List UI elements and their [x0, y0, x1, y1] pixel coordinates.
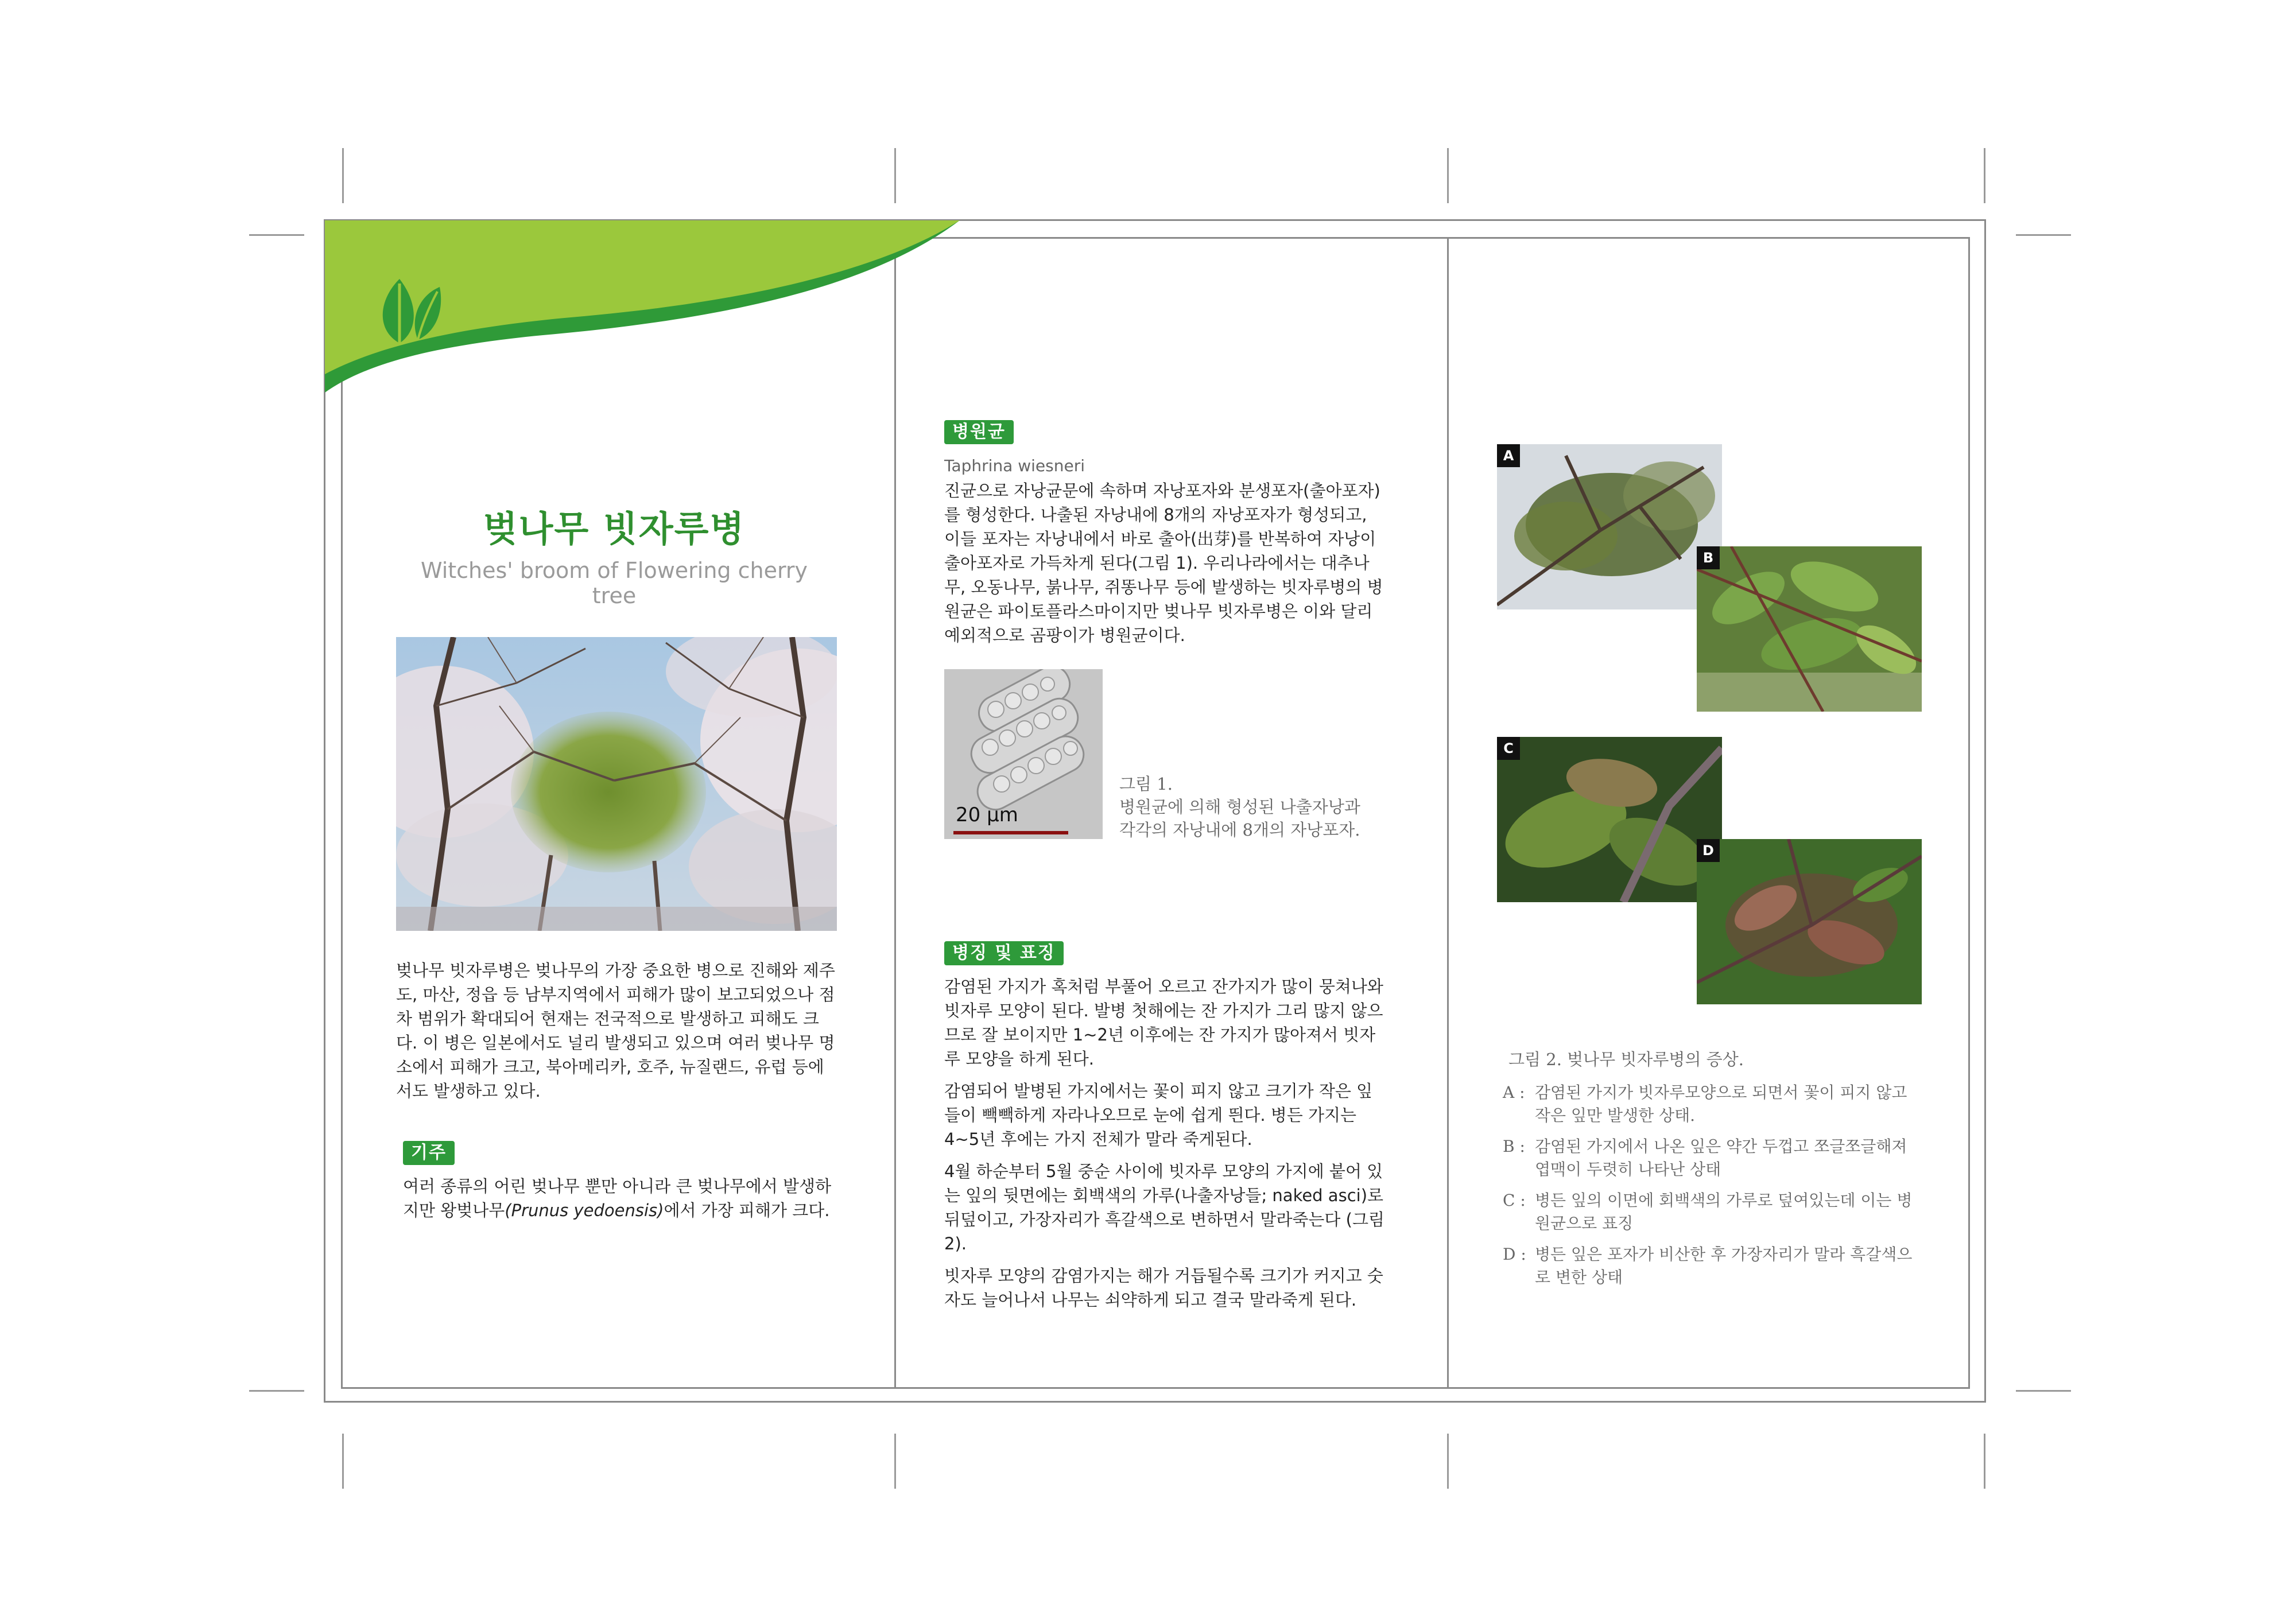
- marker-d: D: [1697, 839, 1720, 862]
- marker-a: A: [1497, 444, 1520, 467]
- marker-b: B: [1697, 546, 1720, 569]
- caption-item-letter: B :: [1503, 1137, 1525, 1156]
- figure1-caption: [1119, 772, 1418, 841]
- caption-item-letter: D :: [1503, 1245, 1526, 1264]
- intro-paragraph: 벚나무 빗자루병은 벚나무의 가장 중요한 병으로 진해와 제주도, 마산, 정읍 등 남부지역에서 피해가 많이 보고되었으나 점차 범위가 확대되어 현재는 전국적으로 발생하고 피해도 크다. 이 병은 일본에서도 널리 발생되고 있으며 여러 벚나무 명소에서 피해가 크고, 북아메리카, 호주, 뉴질랜드, 유럽 등에서도 발생하고 있다.: [396, 961, 835, 1101]
- symptom-photo-a: [1497, 444, 1722, 609]
- figure2-caption-item: [1503, 1189, 1927, 1235]
- crop-mark: [2016, 1390, 2071, 1392]
- figure1-caption-line: 각각의 자낭내에 8개의 자낭포자.: [1119, 820, 1360, 840]
- crop-mark: [1984, 148, 1985, 203]
- pathogen-scientific-name: Taphrina wiesneri: [944, 456, 1085, 475]
- fold-line: [894, 237, 896, 1389]
- caption-item-text: 감염된 가지가 빗자루모양으로 되면서 꽃이 피지 않고 작은 잎만 발생한 상태.: [1535, 1083, 1907, 1125]
- host-badge: 기주: [403, 1141, 455, 1165]
- figure2-caption-item: [1503, 1081, 1927, 1127]
- crop-mark: [342, 148, 344, 203]
- host-text-before: 여러 종류의 어린 벚나무 뿐만 아니라 큰 벚나무에서 발생하지만 왕벚나무: [403, 1177, 832, 1220]
- crop-mark: [894, 148, 896, 203]
- crop-mark: [2016, 234, 2071, 236]
- symptoms-paragraph: 4월 하순부터 5월 중순 사이에 빗자루 모양의 가지에 붙어 있는 잎의 뒷면에는 회백색의 가루(나출자낭들; naked asci)로 뒤덮이고, 가장자리가 흑갈색으로 변하면서 말라죽는다 (그림 2).: [944, 1162, 1384, 1253]
- figure1-caption-line: 병원균에 의해 형성된 나출자낭과: [1119, 797, 1360, 817]
- symptoms-paragraph: 감염되어 발병된 가지에서는 꽃이 피지 않고 크기가 작은 잎들이 빽빽하게 자라나오므로 눈에 쉽게 띈다. 병든 가지는 4~5년 후에는 가지 전체가 말라 죽게된다.: [944, 1081, 1373, 1149]
- leaf-icon: [377, 273, 445, 348]
- page-title: 벚나무 빗자루병: [483, 508, 746, 550]
- crop-mark: [249, 234, 304, 236]
- fold-line: [1447, 237, 1449, 1389]
- symptom-photo-b: [1697, 546, 1922, 712]
- host-species: (Prunus yedoensis): [505, 1201, 664, 1220]
- scale-bar: [953, 831, 1068, 834]
- figure2-caption-item: [1503, 1135, 1927, 1181]
- symptoms-badge: 병징 및 표징: [944, 941, 1064, 965]
- symptoms-text: [944, 974, 1387, 1312]
- caption-item-letter: C :: [1503, 1191, 1526, 1210]
- crop-mark: [894, 1434, 896, 1489]
- figure2-caption-title: 그림 2. 벚나무 빗자루병의 증상.: [1508, 1050, 1744, 1069]
- symptom-photo-d: [1697, 839, 1922, 1004]
- symptoms-paragraph: 빗자루 모양의 감염가지는 해가 거듭될수록 크기가 커지고 숫자도 늘어나서 나무는 쇠약하게 되고 결국 말라죽게 된다.: [944, 1266, 1383, 1310]
- crop-mark: [1447, 148, 1449, 203]
- scale-label: 20 μm: [956, 803, 1018, 826]
- crop-mark: [249, 1390, 304, 1392]
- caption-item-text: 병든 잎의 이면에 회백색의 가루로 덮여있는데 이는 병원균으로 표징: [1535, 1191, 1913, 1233]
- figure2-caption-item: [1503, 1243, 1927, 1289]
- caption-item-text: 병든 잎은 포자가 비산한 후 가장자리가 말라 흑갈색으로 변한 상태: [1535, 1245, 1913, 1287]
- pathogen-badge: 병원균: [944, 420, 1014, 444]
- caption-item-text: 감염된 가지에서 나온 잎은 약간 두껍고 쪼글쪼글해져 엽맥이 두렷히 나타난 상태: [1535, 1137, 1907, 1179]
- symptom-photo-c: [1497, 737, 1722, 902]
- crop-mark: [1447, 1434, 1449, 1489]
- micrograph-figure1: [944, 669, 1103, 839]
- host-text-after: 에서 가장 피해가 크다.: [664, 1201, 830, 1220]
- caption-item-letter: A :: [1503, 1083, 1525, 1102]
- page-subtitle: Witches' broom of Flowering cherry tree: [420, 558, 808, 608]
- pathogen-paragraph: 진균으로 자낭균문에 속하며 자낭포자와 분생포자(출아포자)를 형성한다. 나출된 자낭내에 8개의 자낭포자가 형성되고, 이들 포자는 자낭내에서 바로 출아(出芽)를 반복하여 자낭이 출아포자로 가득차게 된다(그림 1). 우리나라에서는 대추나무, 오동나무, 붉나무, 쥐똥나무 등에 발생하는 빗자루병의 병원균은 파이토플라스마이지만 벚나무 빗자루병은 이와 달리 예외적으로 곰팡이가 병원균이다.: [944, 481, 1383, 645]
- marker-c: C: [1497, 737, 1520, 760]
- figure1-caption-label: 그림 1.: [1119, 774, 1173, 794]
- crop-mark: [342, 1434, 344, 1489]
- symptoms-paragraph: 감염된 가지가 혹처럼 부풀어 오르고 잔가지가 많이 뭉쳐나와 빗자루 모양이 된다. 발병 첫해에는 잔 가지가 그리 많지 않으므로 잘 보이지만 1~2년 이후에는 잔 가지가 많아져서 빗자루 모양을 하게 된다.: [944, 977, 1383, 1069]
- cherry-tree-photo: [396, 637, 837, 931]
- host-paragraph: [403, 1174, 835, 1222]
- crop-mark: [1984, 1434, 1985, 1489]
